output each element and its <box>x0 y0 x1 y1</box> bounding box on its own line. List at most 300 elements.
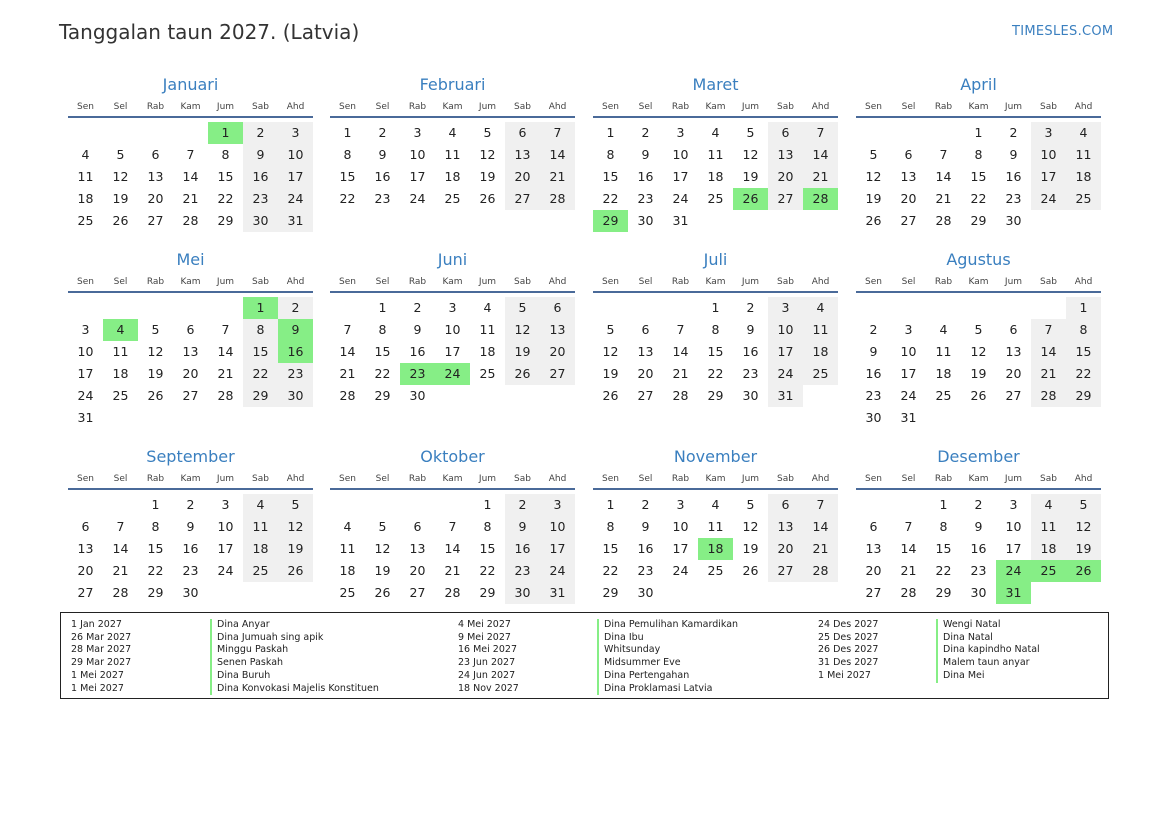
weekday-label: Kam <box>968 102 989 112</box>
day-cell: 10 <box>672 147 689 162</box>
day-cell: 3 <box>768 297 803 319</box>
weekday-label: Jum <box>216 102 235 112</box>
day-cell: 16 <box>637 169 654 184</box>
day-cell: 21 <box>672 366 689 381</box>
weekday-label: Ahd <box>548 102 567 112</box>
day-cell: 23 <box>278 363 313 385</box>
day-cell: 20 <box>505 166 540 188</box>
day-cell: 31 <box>278 210 313 232</box>
weekday-label: Ahd <box>1074 474 1093 484</box>
month-title: April <box>960 75 997 94</box>
day-cell: 18 <box>479 344 496 359</box>
day-cell: 12 <box>970 344 987 359</box>
day-cell: 21 <box>182 191 199 206</box>
day-cell: 1 <box>1066 297 1101 319</box>
header-divider <box>856 116 1101 118</box>
day-cell: 5 <box>746 497 755 512</box>
day-cell: 4 <box>81 147 90 162</box>
day-cell: 13 <box>768 516 803 538</box>
day-cell: 18 <box>77 191 94 206</box>
day-cell: 16 <box>278 341 313 363</box>
day-cell: 20 <box>768 538 803 560</box>
day-cell: 26 <box>733 188 768 210</box>
day-cell: 28 <box>803 560 838 582</box>
month-agustus <box>856 250 1101 429</box>
day-cell: 8 <box>939 519 948 534</box>
holiday-date: 4 Mei 2027 <box>458 619 511 630</box>
weekday-label: Kam <box>180 102 201 112</box>
day-cell: 28 <box>1031 385 1066 407</box>
day-cell: 29 <box>147 585 164 600</box>
weekday-label: Jum <box>741 474 760 484</box>
weekday-label: Sab <box>514 277 531 287</box>
weekday-label: Sen <box>339 277 356 287</box>
day-cell: 31 <box>900 410 917 425</box>
weekday-label: Ahd <box>1074 102 1093 112</box>
day-cell: 14 <box>112 541 129 556</box>
holiday-dates-col-1 <box>71 619 131 695</box>
month-september <box>68 447 313 604</box>
weekday-label: Kam <box>705 474 726 484</box>
day-cell: 4 <box>103 319 138 341</box>
day-cell: 15 <box>147 541 164 556</box>
day-cell: 19 <box>374 563 391 578</box>
day-cell: 20 <box>865 563 882 578</box>
day-cell: 16 <box>970 541 987 556</box>
day-grid <box>68 494 313 604</box>
day-cell: 2 <box>974 497 983 512</box>
weekday-label: Ahd <box>811 474 830 484</box>
day-cell: 31 <box>996 582 1031 604</box>
holiday-date: 26 Des 2027 <box>818 644 879 656</box>
weekday-label: Rab <box>671 102 690 112</box>
day-cell: 19 <box>970 366 987 381</box>
holiday-date: 28 Mar 2027 <box>71 644 132 656</box>
day-cell: 6 <box>540 297 575 319</box>
day-cell: 23 <box>505 560 540 582</box>
day-cell: 17 <box>768 341 803 363</box>
weekday-label: Sen <box>602 474 619 484</box>
day-cell: 5 <box>1066 494 1101 516</box>
weekday-label: Jum <box>741 102 760 112</box>
weekday-header <box>68 276 313 288</box>
weekday-label: Ahd <box>548 474 567 484</box>
day-cell: 8 <box>378 322 387 337</box>
day-cell: 9 <box>243 144 278 166</box>
day-cell: 12 <box>742 147 759 162</box>
day-cell: 6 <box>81 519 90 534</box>
day-cell: 20 <box>409 563 426 578</box>
holiday-name: Wengi Natal <box>936 619 1040 632</box>
weekday-label: Sel <box>638 474 653 484</box>
day-cell: 23 <box>742 366 759 381</box>
weekday-label: Ahd <box>286 277 305 287</box>
day-cell: 21 <box>1031 363 1066 385</box>
day-cell: 18 <box>935 366 952 381</box>
weekday-header <box>68 101 313 113</box>
holiday-names-col-2 <box>597 619 738 695</box>
day-grid <box>593 297 838 407</box>
day-cell: 9 <box>869 344 878 359</box>
day-cell: 6 <box>151 147 160 162</box>
day-cell: 21 <box>444 563 461 578</box>
weekday-label: Sen <box>865 102 882 112</box>
day-cell: 5 <box>151 322 160 337</box>
day-cell: 15 <box>602 541 619 556</box>
day-cell: 1 <box>151 497 160 512</box>
month-title: Maret <box>692 75 739 94</box>
day-cell: 7 <box>803 122 838 144</box>
day-cell: 14 <box>217 344 234 359</box>
weekday-label: Sen <box>339 102 356 112</box>
day-cell: 19 <box>112 191 129 206</box>
day-cell: 31 <box>768 385 803 407</box>
holiday-name: Dina Buruh <box>210 670 379 683</box>
day-cell: 17 <box>217 541 234 556</box>
day-cell: 12 <box>865 169 882 184</box>
day-cell: 26 <box>505 363 540 385</box>
day-cell: 11 <box>444 147 461 162</box>
month-februari <box>330 75 575 210</box>
day-cell: 24 <box>768 363 803 385</box>
day-cell: 4 <box>711 497 720 512</box>
weekday-label: Sab <box>252 102 269 112</box>
day-cell: 10 <box>768 319 803 341</box>
weekday-label: Sel <box>113 277 128 287</box>
day-cell: 23 <box>243 188 278 210</box>
day-cell: 2 <box>505 494 540 516</box>
day-cell: 5 <box>116 147 125 162</box>
day-cell: 29 <box>602 585 619 600</box>
day-cell: 14 <box>1031 341 1066 363</box>
holiday-name: Dina kapindho Natal <box>936 644 1040 657</box>
day-cell: 23 <box>970 563 987 578</box>
day-cell: 15 <box>339 169 356 184</box>
day-cell: 25 <box>77 213 94 228</box>
day-cell: 31 <box>540 582 575 604</box>
weekday-label: Sen <box>865 474 882 484</box>
day-cell: 14 <box>672 344 689 359</box>
day-cell: 15 <box>479 541 496 556</box>
day-cell: 26 <box>970 388 987 403</box>
day-cell: 29 <box>243 385 278 407</box>
day-grid <box>856 297 1101 429</box>
weekday-label: Sel <box>901 102 916 112</box>
day-cell: 22 <box>217 191 234 206</box>
day-cell: 16 <box>1005 169 1022 184</box>
day-cell: 29 <box>479 585 496 600</box>
day-cell: 12 <box>147 344 164 359</box>
day-cell: 7 <box>939 147 948 162</box>
day-cell: 28 <box>672 388 689 403</box>
holiday-date: 1 Mei 2027 <box>818 669 871 681</box>
month-juni <box>330 250 575 407</box>
day-cell: 30 <box>182 585 199 600</box>
day-cell: 5 <box>974 322 983 337</box>
day-cell: 28 <box>540 188 575 210</box>
day-cell: 28 <box>900 585 917 600</box>
day-cell: 27 <box>540 363 575 385</box>
day-cell: 13 <box>637 344 654 359</box>
day-cell: 5 <box>483 125 492 140</box>
weekday-label: Sen <box>77 277 94 287</box>
day-cell: 27 <box>77 585 94 600</box>
weekday-label: Sel <box>375 102 390 112</box>
weekday-label: Kam <box>180 474 201 484</box>
weekday-label: Kam <box>968 474 989 484</box>
day-cell: 16 <box>409 344 426 359</box>
header-divider <box>68 488 313 490</box>
day-cell: 11 <box>1066 144 1101 166</box>
weekday-label: Sel <box>375 277 390 287</box>
weekday-header <box>856 101 1101 113</box>
holiday-date: 26 Mar 2027 <box>71 631 132 643</box>
day-cell: 13 <box>1005 344 1022 359</box>
weekday-label: Ahd <box>811 277 830 287</box>
day-cell: 15 <box>970 169 987 184</box>
day-cell: 8 <box>243 319 278 341</box>
day-grid <box>856 494 1101 604</box>
day-cell: 24 <box>672 191 689 206</box>
day-cell: 4 <box>803 297 838 319</box>
day-cell: 2 <box>278 297 313 319</box>
day-cell: 29 <box>217 213 234 228</box>
weekday-label: Rab <box>408 277 427 287</box>
day-cell: 2 <box>186 497 195 512</box>
day-cell: 28 <box>217 388 234 403</box>
day-cell: 21 <box>339 366 356 381</box>
day-cell: 27 <box>409 585 426 600</box>
month-title: Januari <box>162 75 219 94</box>
weekday-label: Rab <box>146 102 165 112</box>
day-cell: 24 <box>278 188 313 210</box>
day-cell: 25 <box>479 366 496 381</box>
day-cell: 30 <box>637 213 654 228</box>
holiday-date: 1 Jan 2027 <box>71 619 122 630</box>
day-cell: 30 <box>278 385 313 407</box>
holiday-date: 16 Mei 2027 <box>458 644 517 656</box>
holiday-date: 31 Des 2027 <box>818 657 879 669</box>
day-cell: 21 <box>803 538 838 560</box>
day-cell: 3 <box>676 125 685 140</box>
weekday-header <box>330 473 575 485</box>
day-cell: 8 <box>151 519 160 534</box>
day-cell: 25 <box>935 388 952 403</box>
day-cell: 3 <box>278 122 313 144</box>
day-cell: 1 <box>343 125 352 140</box>
header-divider <box>593 488 838 490</box>
day-cell: 17 <box>77 366 94 381</box>
day-cell: 27 <box>768 560 803 582</box>
weekday-label: Sel <box>901 277 916 287</box>
day-cell: 19 <box>742 169 759 184</box>
day-cell: 13 <box>182 344 199 359</box>
day-cell: 29 <box>1066 385 1101 407</box>
day-cell: 7 <box>803 494 838 516</box>
day-cell: 10 <box>278 144 313 166</box>
weekday-label: Ahd <box>548 277 567 287</box>
day-grid <box>68 122 313 232</box>
day-cell: 30 <box>505 582 540 604</box>
day-cell: 11 <box>112 344 129 359</box>
day-cell: 17 <box>409 169 426 184</box>
day-cell: 22 <box>602 563 619 578</box>
header-divider <box>330 116 575 118</box>
day-cell: 23 <box>374 191 391 206</box>
weekday-label: Kam <box>968 277 989 287</box>
day-cell: 7 <box>1031 319 1066 341</box>
day-cell: 13 <box>540 319 575 341</box>
day-cell: 3 <box>676 497 685 512</box>
month-title: Desember <box>937 447 1020 466</box>
day-cell: 20 <box>182 366 199 381</box>
day-cell: 27 <box>182 388 199 403</box>
day-cell: 2 <box>869 322 878 337</box>
holiday-name: Dina Mei <box>936 670 1040 683</box>
day-cell: 11 <box>479 322 496 337</box>
day-cell: 15 <box>935 541 952 556</box>
day-cell: 22 <box>602 191 619 206</box>
weekday-label: Ahd <box>1074 277 1093 287</box>
day-cell: 24 <box>217 563 234 578</box>
day-cell: 30 <box>243 210 278 232</box>
day-cell: 13 <box>768 144 803 166</box>
day-cell: 30 <box>865 410 882 425</box>
day-cell: 26 <box>147 388 164 403</box>
day-cell: 9 <box>413 322 422 337</box>
day-cell: 14 <box>803 144 838 166</box>
day-cell: 9 <box>505 516 540 538</box>
weekday-label: Kam <box>442 277 463 287</box>
weekday-label: Sab <box>252 474 269 484</box>
day-cell: 25 <box>803 363 838 385</box>
weekday-label: Rab <box>146 474 165 484</box>
day-cell: 17 <box>444 344 461 359</box>
day-cell: 3 <box>81 322 90 337</box>
day-cell: 24 <box>900 388 917 403</box>
day-cell: 26 <box>602 388 619 403</box>
day-cell: 9 <box>641 147 650 162</box>
day-cell: 6 <box>904 147 913 162</box>
day-cell: 26 <box>865 213 882 228</box>
weekday-label: Sel <box>375 474 390 484</box>
day-cell: 11 <box>339 541 356 556</box>
holiday-date: 23 Jun 2027 <box>458 657 516 669</box>
day-cell: 25 <box>112 388 129 403</box>
day-cell: 11 <box>77 169 94 184</box>
weekday-label: Sab <box>777 474 794 484</box>
month-title: November <box>673 447 758 466</box>
day-cell: 4 <box>483 300 492 315</box>
holiday-name: Minggu Paskah <box>210 644 379 657</box>
day-cell: 26 <box>374 585 391 600</box>
day-grid <box>593 122 838 232</box>
holiday-date: 18 Nov 2027 <box>458 682 519 694</box>
weekday-label: Ahd <box>286 474 305 484</box>
weekday-label: Sel <box>113 102 128 112</box>
site-link[interactable]: TIMESLES.COM <box>1012 24 1114 39</box>
day-cell: 21 <box>900 563 917 578</box>
weekday-label: Ahd <box>811 102 830 112</box>
holiday-dates-col-3 <box>818 619 878 683</box>
weekday-label: Rab <box>934 474 953 484</box>
day-cell: 20 <box>637 366 654 381</box>
day-cell: 29 <box>593 210 628 232</box>
day-cell: 9 <box>278 319 313 341</box>
day-cell: 2 <box>641 125 650 140</box>
weekday-label: Sel <box>638 102 653 112</box>
day-cell: 24 <box>996 560 1031 582</box>
day-cell: 5 <box>378 519 387 534</box>
day-cell: 18 <box>803 341 838 363</box>
day-cell: 16 <box>374 169 391 184</box>
day-cell: 22 <box>147 563 164 578</box>
header-divider <box>856 291 1101 293</box>
day-cell: 7 <box>448 519 457 534</box>
weekday-label: Sab <box>777 277 794 287</box>
day-cell: 10 <box>444 322 461 337</box>
weekday-label: Sab <box>1040 102 1057 112</box>
day-cell: 1 <box>483 497 492 512</box>
day-cell: 15 <box>374 344 391 359</box>
day-cell: 2 <box>413 300 422 315</box>
day-cell: 19 <box>865 191 882 206</box>
day-cell: 6 <box>505 122 540 144</box>
day-cell: 29 <box>935 585 952 600</box>
day-cell: 22 <box>374 366 391 381</box>
day-cell: 10 <box>900 344 917 359</box>
day-cell: 17 <box>1031 166 1066 188</box>
day-cell: 17 <box>672 169 689 184</box>
day-cell: 20 <box>147 191 164 206</box>
weekday-header <box>330 101 575 113</box>
weekday-label: Kam <box>180 277 201 287</box>
day-cell: 1 <box>606 497 615 512</box>
day-cell: 21 <box>540 166 575 188</box>
day-cell: 15 <box>602 169 619 184</box>
weekday-header <box>593 101 838 113</box>
day-grid <box>330 122 575 210</box>
month-maret <box>593 75 838 232</box>
day-cell: 12 <box>602 344 619 359</box>
day-cell: 15 <box>1066 341 1101 363</box>
day-cell: 1 <box>606 125 615 140</box>
header-divider <box>593 291 838 293</box>
weekday-label: Sel <box>901 474 916 484</box>
header-divider <box>330 488 575 490</box>
weekday-label: Jum <box>216 474 235 484</box>
day-cell: 3 <box>904 322 913 337</box>
day-cell: 4 <box>939 322 948 337</box>
day-cell: 6 <box>768 494 803 516</box>
day-cell: 12 <box>374 541 391 556</box>
day-cell: 21 <box>217 366 234 381</box>
weekday-label: Sab <box>514 102 531 112</box>
weekday-header <box>330 276 575 288</box>
day-cell: 14 <box>540 144 575 166</box>
weekday-label: Sab <box>1040 277 1057 287</box>
day-cell: 15 <box>217 169 234 184</box>
day-cell: 16 <box>742 344 759 359</box>
weekday-label: Sab <box>1040 474 1057 484</box>
day-cell: 12 <box>112 169 129 184</box>
month-oktober <box>330 447 575 604</box>
day-cell: 22 <box>1066 363 1101 385</box>
day-cell: 19 <box>479 169 496 184</box>
day-cell: 26 <box>112 213 129 228</box>
month-title: Agustus <box>946 250 1011 269</box>
day-cell: 12 <box>479 147 496 162</box>
